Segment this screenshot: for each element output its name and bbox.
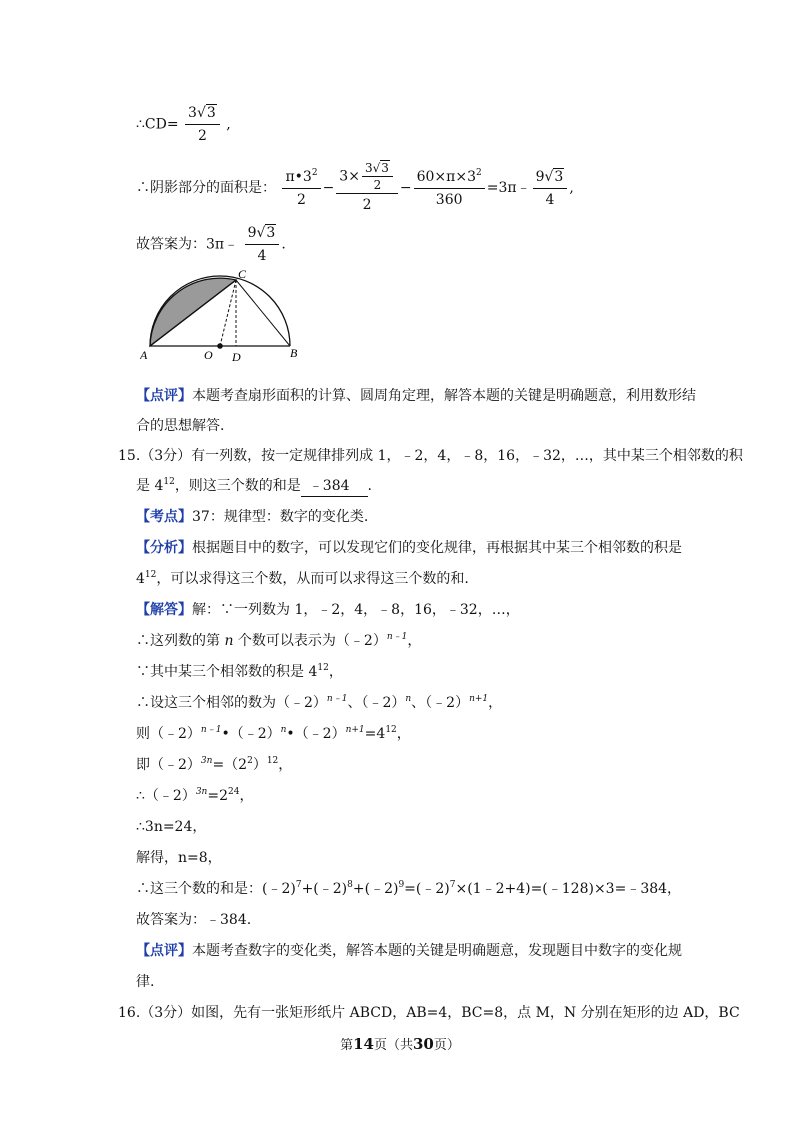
q15-step9: ∴这三个数的和是：(﹣2)$^7$+(﹣2)$^8$+(﹣2)$^9$=(﹣2)$^7$×(1﹣2+4)=(﹣128)×3=﹣384，	[136, 880, 682, 897]
semicircle-figure	[140, 266, 310, 366]
q15-stem-line1: 15.（3分）有一列数，按一定规律排列成 1，﹣2，4，﹣8，16，﹣32，…，其中某三个相邻数的积	[118, 448, 743, 464]
q16-number: 16.	[118, 1005, 141, 1021]
q15-fenxi-line2: $4^{12}$，可以求得这三个数，从而可以求得这三个数的和.	[136, 570, 469, 587]
label-c: C	[238, 267, 247, 281]
q15-step4: 则$(﹣2)^{n﹣1}•(﹣2)^n•(﹣2)^{n+1}=4^{12}$，	[136, 725, 411, 742]
q15-fenxi-line1: 【分析】根据题目中的数字，可以发现它们的变化规律，再根据其中某三个相邻数的积是	[136, 540, 682, 556]
q15-dianping-line1: 【点评】本题考查数字的变化类，解答本题的关键是明确题意，发现题目中数字的变化规	[136, 943, 682, 959]
jieda-tag: 【解答】	[136, 602, 192, 618]
cd-prefix: ∴CD=	[136, 116, 179, 133]
cd-fraction: $\frac{3√3}{2}$	[185, 102, 220, 147]
cd-result-line: ∴CD= $\frac{3√3}{2}$ ,	[136, 102, 231, 147]
q15-step8: 解得，n=8，	[136, 850, 222, 866]
label-d: D	[232, 350, 241, 364]
fraction-semicircle: $\frac{\pi•3^2}{2}$	[282, 166, 320, 211]
total-pages: 30	[413, 1035, 434, 1053]
label-a: A	[140, 348, 148, 362]
shaded-area-prefix: ∴阴影部分的面积是：	[136, 180, 276, 196]
q15-step5: 即$(﹣2)^{3n}=(2^2)^{12}$，	[136, 756, 293, 773]
fraction-triangle: 3× $\frac{3√3}{2}$ 2	[336, 160, 398, 216]
q15-dianping-line2: 律.	[136, 974, 155, 990]
q15-step10: 故答案为：﹣384.	[136, 912, 252, 928]
q16-stem: 16.（3分）如图，先有一张矩形纸片 ABCD，AB=4，BC=8，点 M，N 分别在矩形的边 AD，BC	[118, 1005, 740, 1021]
current-page: 14	[353, 1035, 374, 1053]
dianping-tag: 【点评】	[136, 943, 192, 959]
label-o: O	[204, 348, 213, 362]
fraction-sector: $\frac{60\times\pi\times 3^2}{360}$	[414, 166, 485, 211]
shaded-area-line: ∴阴影部分的面积是： $\frac{\pi•3^2}{2}$ − 3× $\frac{3√3}{2}$ 2 − $\frac{60\times\pi\times 3^2}{360}$ =3π﹣ $\frac{9√3}{4}$ ,	[136, 160, 574, 216]
q15-jieda: 【解答】解：∵一列数为 1，﹣2，4，﹣8，16，﹣32，…，	[136, 602, 520, 618]
q15-number: 15.	[118, 448, 141, 464]
q15-step1: ∴这列数的第 n 个数可以表示为（﹣2）$^{n﹣1}$，	[136, 632, 422, 649]
review-tag: 【点评】	[136, 388, 192, 404]
center-point-o	[217, 343, 223, 349]
q15-step3: ∴设这三个相邻的数为（﹣2）$^{n﹣1}$、（﹣2）$^n$、（﹣2）$^{n+1}$，	[136, 694, 503, 711]
fenxi-tag: 【分析】	[136, 540, 192, 556]
answer-fraction: $\frac{9√3}{4}$	[245, 222, 280, 267]
review-14-line1: 【点评】本题考查扇形面积的计算、圆周角定理，解答本题的关键是明确题意，利用数形结	[136, 388, 696, 404]
q15-stem-line2: 是 $4^{12}$，则这三个数的和是 ﹣384 .	[136, 476, 372, 497]
q15-step7: ∴3n=24，	[136, 819, 207, 835]
q15-step2: ∵其中某三个相邻数的积是 $4^{12}$，	[136, 663, 343, 680]
q15-answer-blank: ﹣384	[301, 476, 368, 497]
answer-line-14: 故答案为：3π﹣ $\frac{9√3}{4}$ .	[136, 222, 286, 267]
page-footer: 第14页（共30页）	[340, 1035, 460, 1053]
label-b: B	[290, 346, 298, 360]
q15-step6: $\therefore(﹣2)^{3n}=2^{24}$，	[136, 787, 254, 804]
fraction-result: $\frac{9√3}{4}$	[533, 166, 568, 211]
q15-kaodian: 【考点】37：规律型：数字的变化类.	[136, 509, 369, 525]
kaodian-tag: 【考点】	[136, 509, 192, 525]
review-14-line2: 合的思想解答.	[136, 418, 225, 434]
